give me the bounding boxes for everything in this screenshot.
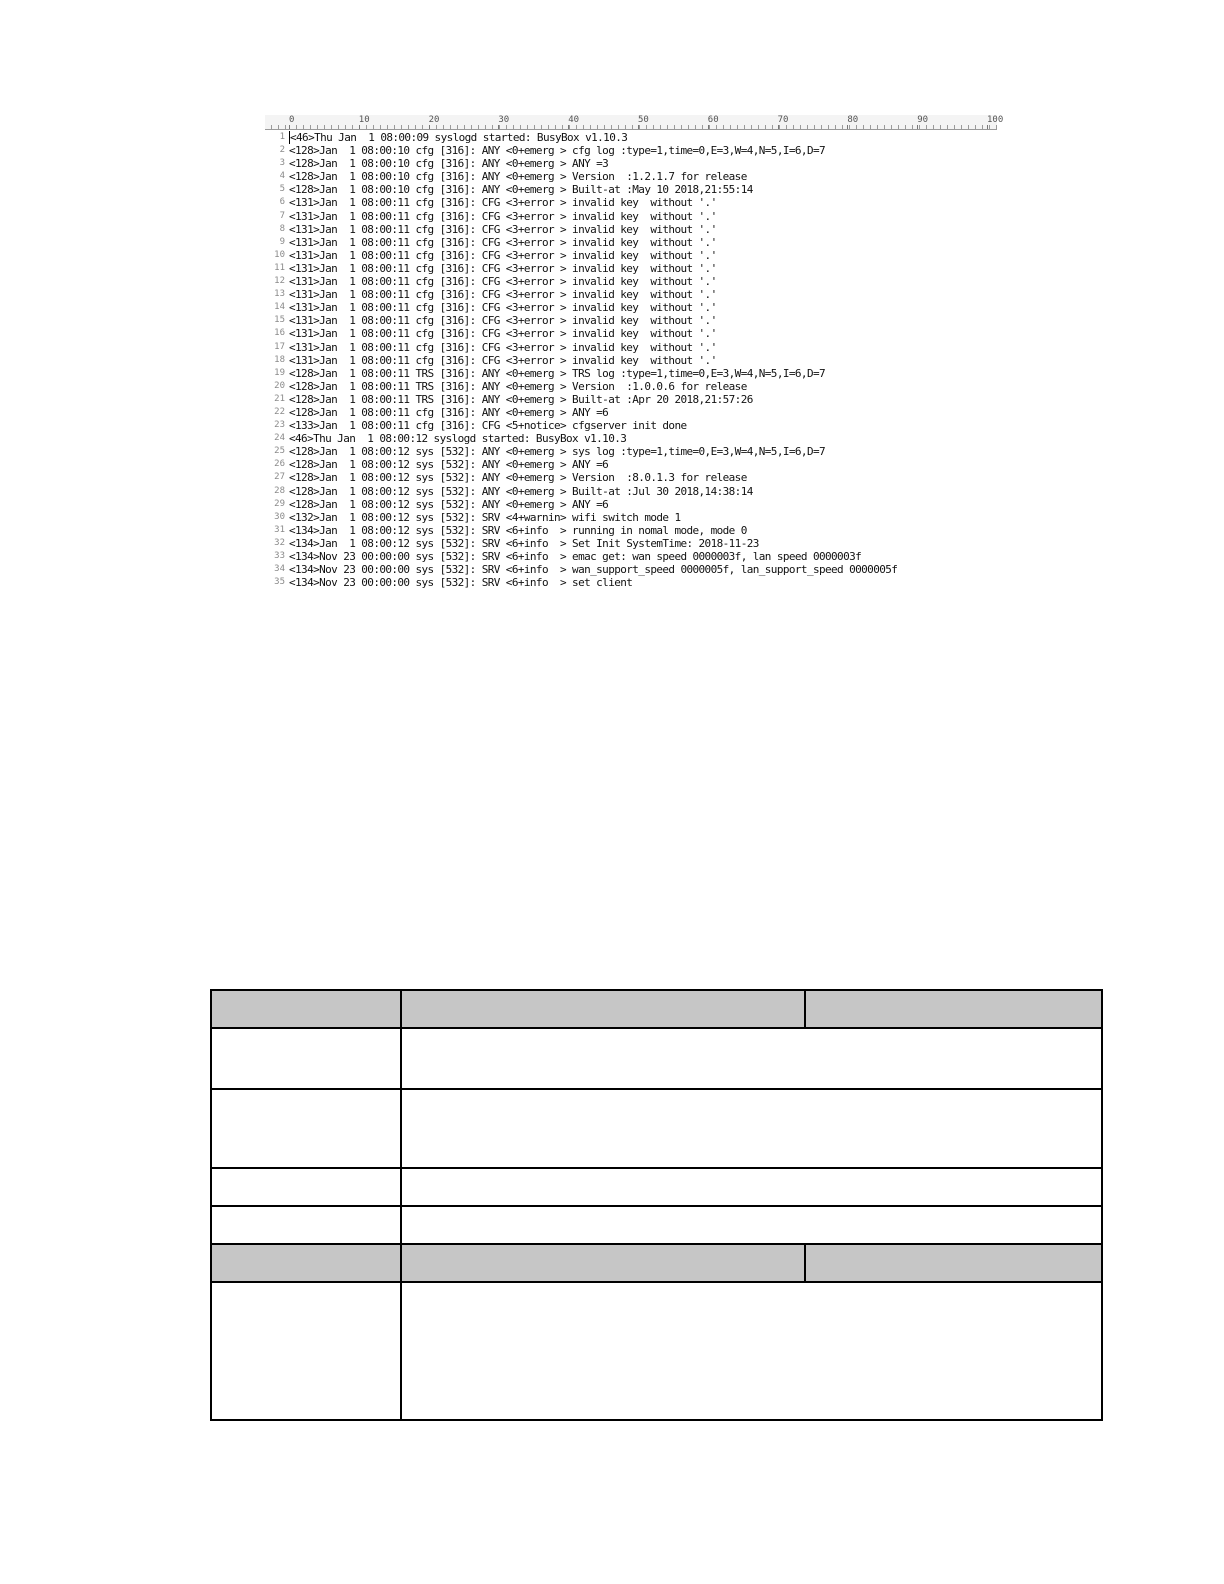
table-row <box>211 1282 1102 1420</box>
log-line-text[interactable]: <128>Jan 1 08:00:11 TRS [316]: ANY <0+emerg > Built-at :Apr 20 2018,21:57:26 <box>289 392 753 406</box>
line-number: 10 <box>274 249 285 260</box>
table-cell <box>401 990 805 1028</box>
log-line-text[interactable]: <131>Jan 1 08:00:11 cfg [316]: CFG <3+error > invalid key without '.' <box>289 301 717 315</box>
ruler-mark: 40 <box>568 115 580 125</box>
log-line-text[interactable]: <128>Jan 1 08:00:11 TRS [316]: ANY <0+emerg > Version :1.0.0.6 for release <box>289 379 747 393</box>
log-line <box>265 262 997 275</box>
log-line <box>265 170 997 183</box>
line-number: 19 <box>274 367 285 378</box>
log-line-text[interactable]: <128>Jan 1 08:00:10 cfg [316]: ANY <0+emerg > cfg log :type=1,time=0,E=3,W=4,N=5,I=6,D=7 <box>289 144 826 158</box>
line-number: 23 <box>274 420 285 431</box>
log-line <box>265 196 997 209</box>
table-cell <box>805 1244 1102 1282</box>
log-line <box>265 327 997 340</box>
log-line <box>265 157 997 170</box>
log-line <box>265 131 997 144</box>
log-line-text[interactable]: <131>Jan 1 08:00:11 cfg [316]: CFG <3+error > invalid key without '.' <box>289 288 717 302</box>
line-number: 29 <box>274 498 285 509</box>
line-number: 9 <box>279 236 285 247</box>
log-line <box>265 236 997 249</box>
line-number: 26 <box>274 459 285 470</box>
log-line-text[interactable]: <134>Jan 1 08:00:12 sys [532]: SRV <6+info > Set Init SystemTime: 2018-11-23 <box>289 536 759 550</box>
log-line <box>265 458 997 471</box>
log-line <box>265 498 997 511</box>
log-line-text[interactable]: <128>Jan 1 08:00:10 cfg [316]: ANY <0+emerg > ANY =3 <box>289 157 609 171</box>
log-editor-window <box>265 115 1004 590</box>
line-number: 11 <box>274 262 285 273</box>
table-row <box>211 1168 1102 1206</box>
line-number: 20 <box>274 380 285 391</box>
ruler-mark: 50 <box>638 115 649 125</box>
log-line <box>265 550 997 563</box>
ruler-mark: 70 <box>777 115 789 125</box>
log-line-text[interactable]: <46>Thu Jan 1 08:00:09 syslogd started: BusyBox v1.10.3 <box>290 131 628 144</box>
log-lines <box>265 130 997 589</box>
log-line-text[interactable]: <131>Jan 1 08:00:11 cfg [316]: CFG <3+error > invalid key without '.' <box>289 209 717 223</box>
table-cell <box>805 990 1102 1028</box>
log-line <box>265 301 997 314</box>
log-line <box>265 183 997 196</box>
log-line-text[interactable]: <133>Jan 1 08:00:11 cfg [316]: CFG <5+notice> cfgserver init done <box>289 419 687 433</box>
log-line <box>265 406 997 419</box>
log-line-text[interactable]: <131>Jan 1 08:00:11 cfg [316]: CFG <3+error > invalid key without '.' <box>289 196 717 210</box>
line-number: 2 <box>279 145 285 156</box>
log-line-text[interactable]: <134>Nov 23 00:00:00 sys [532]: SRV <6+info > emac get: wan speed 0000003f, lan speed 0000003f <box>289 550 862 563</box>
log-line-text[interactable]: <131>Jan 1 08:00:11 cfg [316]: CFG <3+error > invalid key without '.' <box>289 314 717 328</box>
log-line-text[interactable]: <128>Jan 1 08:00:12 sys [532]: ANY <0+emerg > ANY =6 <box>289 497 609 511</box>
line-number: 1 <box>279 132 285 142</box>
ruler-mark: 10 <box>358 115 370 125</box>
line-number: 14 <box>274 302 285 313</box>
table-cell <box>401 1089 1102 1168</box>
log-line <box>265 432 997 445</box>
log-line <box>265 354 997 367</box>
line-number: 22 <box>274 406 285 417</box>
log-line-text[interactable]: <128>Jan 1 08:00:10 cfg [316]: ANY <0+emerg > Version :1.2.1.7 for release <box>289 170 747 184</box>
line-number: 18 <box>274 354 285 365</box>
table-cell <box>401 1244 805 1282</box>
table-cell <box>211 1028 401 1089</box>
specification-table <box>210 989 1103 1421</box>
table-row <box>211 1206 1102 1244</box>
line-number: 27 <box>274 472 285 483</box>
log-line-text[interactable]: <131>Jan 1 08:00:11 cfg [316]: CFG <3+error > invalid key without '.' <box>289 222 717 236</box>
log-line <box>265 249 997 262</box>
line-number: 16 <box>274 328 285 339</box>
table-cell <box>211 1244 401 1282</box>
log-line <box>265 288 997 301</box>
line-number: 25 <box>274 446 285 457</box>
line-number: 28 <box>274 485 285 496</box>
log-line-text[interactable]: <128>Jan 1 08:00:11 TRS [316]: ANY <0+emerg > TRS log :type=1,time=0,E=3,W=4,N=5,I=6,D=7 <box>289 366 826 380</box>
table-cell <box>211 990 401 1028</box>
table-row <box>211 1028 1102 1089</box>
log-line-text[interactable]: <46>Thu Jan 1 08:00:12 syslogd started: BusyBox v1.10.3 <box>289 432 627 446</box>
line-number: 7 <box>279 210 285 221</box>
log-line-text[interactable]: <131>Jan 1 08:00:11 cfg [316]: CFG <3+error > invalid key without '.' <box>289 340 717 354</box>
log-line-text[interactable]: <128>Jan 1 08:00:12 sys [532]: ANY <0+emerg > Built-at :Jul 30 2018,14:38:14 <box>289 484 753 498</box>
table-header-row <box>211 1244 1102 1282</box>
table-cell <box>401 1168 1102 1206</box>
log-line-text[interactable]: <131>Jan 1 08:00:11 cfg [316]: CFG <3+error > invalid key without '.' <box>289 248 717 262</box>
log-line <box>265 275 997 288</box>
log-line <box>265 524 997 537</box>
line-number: 21 <box>274 393 285 404</box>
log-line-text[interactable]: <128>Jan 1 08:00:11 cfg [316]: ANY <0+emerg > ANY =6 <box>289 405 609 419</box>
log-line-text[interactable]: <128>Jan 1 08:00:10 cfg [316]: ANY <0+emerg > Built-at :May 10 2018,21:55:14 <box>289 183 753 197</box>
log-line <box>265 210 997 223</box>
log-line <box>265 393 997 406</box>
log-line <box>265 380 997 393</box>
log-line-text[interactable]: <131>Jan 1 08:00:11 cfg [316]: CFG <3+error > invalid key without '.' <box>289 275 717 289</box>
log-line <box>265 563 997 576</box>
line-number: 12 <box>274 276 285 287</box>
ruler-mark: 80 <box>847 115 859 125</box>
log-line-text[interactable]: <131>Jan 1 08:00:11 cfg [316]: CFG <3+error > invalid key without '.' <box>289 353 717 367</box>
table-cell <box>401 1206 1102 1244</box>
table-row <box>211 1089 1102 1168</box>
line-number: 35 <box>274 577 285 588</box>
ruler-mark: 90 <box>917 115 929 125</box>
log-line-text[interactable]: <128>Jan 1 08:00:12 sys [532]: ANY <0+emerg > Version :8.0.1.3 for release <box>289 471 747 485</box>
log-line-text[interactable]: <131>Jan 1 08:00:11 cfg [316]: CFG <3+error > invalid key without '.' <box>289 235 717 249</box>
line-number: 17 <box>274 341 285 352</box>
table-header-row <box>211 990 1102 1028</box>
log-line <box>265 314 997 327</box>
table-cell <box>211 1089 401 1168</box>
line-number: 33 <box>274 551 285 561</box>
line-number: 34 <box>274 564 285 575</box>
log-line <box>265 511 997 524</box>
column-ruler <box>265 115 1004 130</box>
log-line <box>265 576 997 589</box>
log-line <box>265 223 997 236</box>
log-line <box>265 144 997 157</box>
log-line <box>265 485 997 498</box>
ruler-mark: 100 <box>987 115 1004 125</box>
log-line-text[interactable]: <134>Nov 23 00:00:00 sys [532]: SRV <6+info > wan_support_speed 0000005f, lan_support_speed 0000005f <box>289 563 898 577</box>
log-line-text[interactable]: <131>Jan 1 08:00:11 cfg [316]: CFG <3+error > invalid key without '.' <box>289 261 717 275</box>
table-cell <box>401 1028 1102 1089</box>
log-line <box>265 537 997 550</box>
log-line <box>265 367 997 380</box>
table-cell <box>211 1206 401 1244</box>
line-number: 24 <box>274 433 285 444</box>
log-line <box>265 471 997 484</box>
line-number: 6 <box>279 197 285 208</box>
line-number: 30 <box>274 511 285 522</box>
table-cell <box>211 1282 401 1420</box>
log-line-text[interactable]: <132>Jan 1 08:00:12 sys [532]: SRV <4+warnin> wifi switch mode 1 <box>289 510 681 524</box>
log-line-text[interactable]: <131>Jan 1 08:00:11 cfg [316]: CFG <3+error > invalid key without '.' <box>289 327 717 341</box>
log-line-text[interactable]: <128>Jan 1 08:00:12 sys [532]: ANY <0+emerg > sys log :type=1,time=0,E=3,W=4,N=5,I=6,D=7 <box>289 445 826 459</box>
log-line <box>265 341 997 354</box>
line-number: 15 <box>274 315 285 326</box>
log-line-text[interactable]: <128>Jan 1 08:00:12 sys [532]: ANY <0+emerg > ANY =6 <box>289 458 609 472</box>
ruler-mark: 60 <box>707 115 719 125</box>
line-number: 5 <box>279 184 285 195</box>
log-line-text[interactable]: <134>Jan 1 08:00:12 sys [532]: SRV <6+info > running in nomal mode, mode 0 <box>289 523 747 537</box>
table-cell <box>211 1168 401 1206</box>
ruler-mark: 20 <box>428 115 440 125</box>
log-line <box>265 445 997 458</box>
line-number: 3 <box>279 158 285 169</box>
log-line-text[interactable]: <134>Nov 23 00:00:00 sys [532]: SRV <6+info > set client <box>289 576 633 590</box>
line-number: 31 <box>274 524 285 535</box>
line-number: 8 <box>279 223 285 234</box>
log-line <box>265 419 997 432</box>
line-number: 13 <box>274 289 285 300</box>
ruler-mark: 0 <box>289 115 295 125</box>
table-cell <box>401 1282 1102 1420</box>
line-number: 32 <box>274 537 285 548</box>
ruler-mark: 30 <box>498 115 510 125</box>
line-number: 4 <box>279 171 285 182</box>
